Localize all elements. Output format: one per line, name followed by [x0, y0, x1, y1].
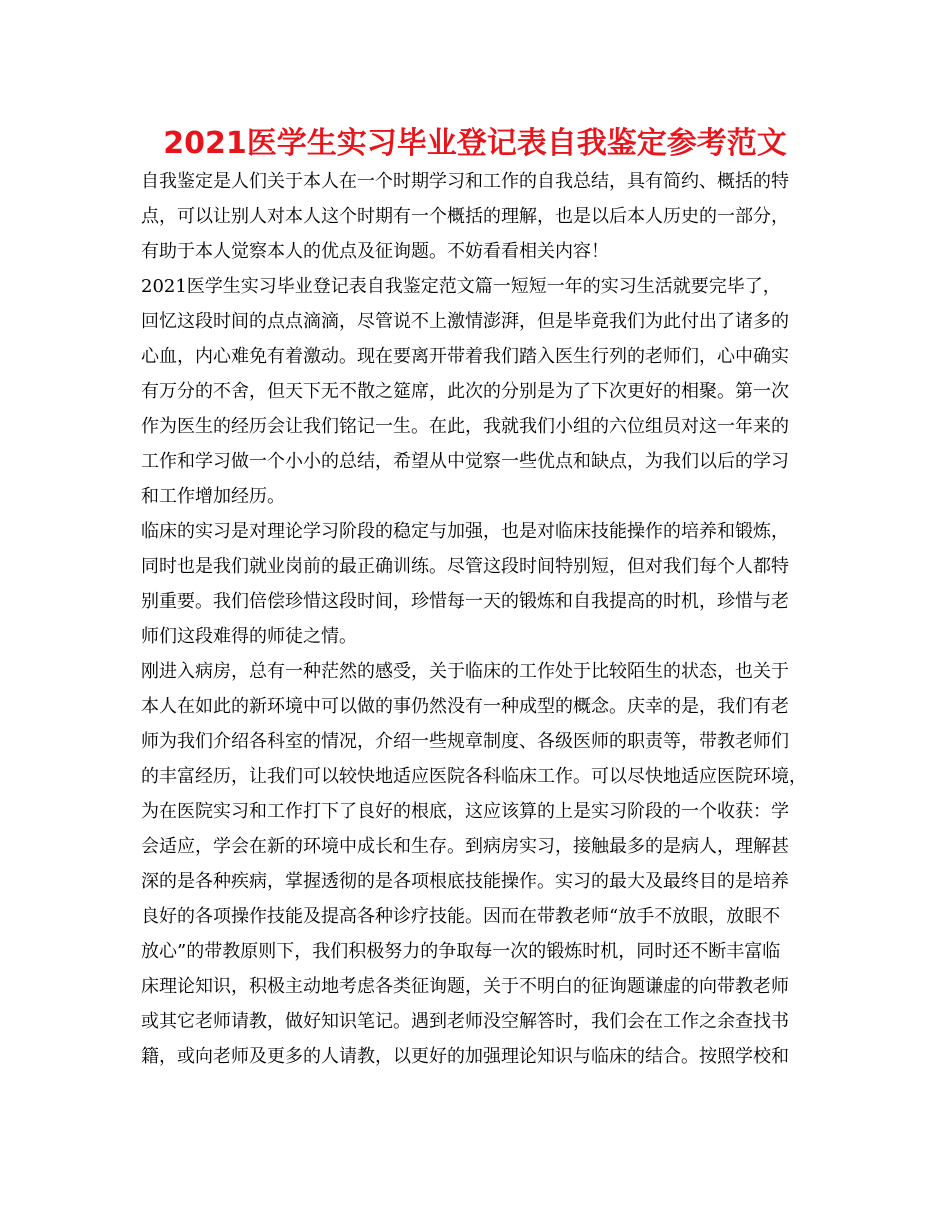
text-line: 或其它老师请教，做好知识笔记。遇到老师没空解答时，我们会在工作之余查找书 [141, 1011, 789, 1032]
text-line: 师为我们介绍各科室的情况，介绍一些规章制度、各级医师的职责等，带教老师们 [141, 731, 789, 752]
text-line: 为在医院实习和工作打下了良好的根底，这应该算的上是实习阶段的一个收获：学 [141, 801, 789, 822]
text-line: 会适应，学会在新的环境中成长和生存。到病房实习，接触最多的是病人，理解甚 [141, 836, 789, 857]
text-line: 放心”的带教原则下，我们积极努力的争取每一次的锻炼时机，同时还不断丰富临 [141, 941, 781, 962]
text-line: 别重要。我们倍偿珍惜这段时间，珍惜每一天的锻炼和自我提高的时机，珍惜与老 [141, 591, 789, 612]
text-line: 深的是各种疾病，掌握透彻的是各项根底技能操作。实习的最大及最终目的是培养 [141, 871, 789, 892]
text-line: 良好的各项操作技能及提高各种诊疗技能。因而在带教老师“放手不放眼，放眼不 [141, 906, 781, 927]
text-line: 工作和学习做一个小小的总结，希望从中觉察一些优点和缺点，为我们以后的学习 [141, 451, 789, 472]
document-title: 2021医学生实习毕业登记表自我鉴定参考范文 [163, 126, 787, 161]
text-line: 刚进入病房，总有一种茫然的感受，关于临床的工作处于比较陌生的状态，也关于 [141, 661, 789, 682]
text-line: 本人在如此的新环境中可以做的事仍然没有一种成型的概念。庆幸的是，我们有老 [141, 696, 789, 717]
text-line: 有助于本人觉察本人的优点及征询题。不妨看看相关内容！ [141, 241, 609, 262]
text-line: 临床的实习是对理论学习阶段的稳定与加强，也是对临床技能操作的培养和锻炼， [141, 521, 789, 542]
text-line: 自我鉴定是人们关于本人在一个时期学习和工作的自我总结，具有简约、概括的特 [141, 171, 789, 192]
text-line: 师们这段难得的师徒之情。 [141, 626, 357, 647]
text-line: 的丰富经历，让我们可以较快地适应医院各科临床工作。可以尽快地适应医院环境， [141, 766, 807, 787]
text-line: 和工作增加经历。 [141, 486, 285, 507]
text-line: 回忆这段时间的点点滴滴，尽管说不上激情澎湃，但是毕竟我们为此付出了诸多的 [141, 311, 789, 332]
text-line: 床理论知识，积极主动地考虑各类征询题，关于不明白的征询题谦虚的向带教老师 [141, 976, 789, 997]
text-line: 2021医学生实习毕业登记表自我鉴定范文篇一短短一年的实习生活就要完毕了， [141, 276, 781, 297]
text-line: 心血，内心难免有着激动。现在要离开带着我们踏入医生行列的老师们，心中确实 [141, 346, 789, 367]
text-line: 籍，或向老师及更多的人请教，以更好的加强理论知识与临床的结合。按照学校和 [141, 1046, 789, 1067]
document-body [141, 164, 821, 1074]
text-line: 点，可以让别人对本人这个时期有一个概括的理解，也是以后本人历史的一部分， [141, 206, 789, 227]
text-line: 同时也是我们就业岗前的最正确训练。尽管这段时间特别短，但对我们每个人都特 [141, 556, 789, 577]
text-line: 有万分的不舍，但天下无不散之筵席，此次的分别是为了下次更好的相聚。第一次 [141, 381, 789, 402]
text-line: 作为医生的经历会让我们铭记一生。在此，我就我们小组的六位组员对这一年来的 [141, 416, 789, 437]
